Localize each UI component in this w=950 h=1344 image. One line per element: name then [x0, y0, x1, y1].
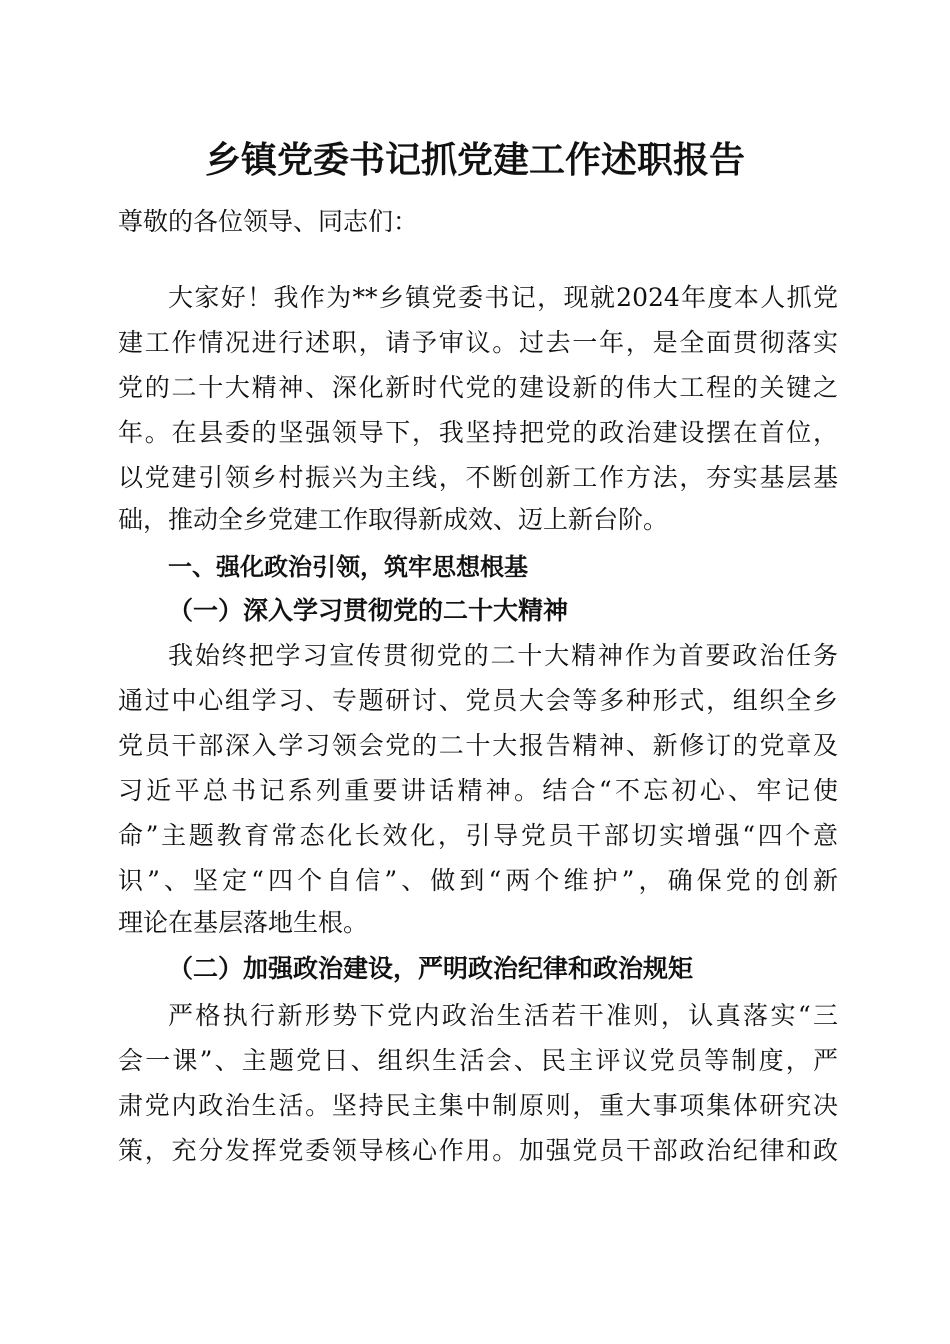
intro-line: 础，推动全乡党建工作取得新成效、迈上新台阶。: [118, 505, 669, 534]
body-line: 理论在基层落地生根。: [118, 908, 369, 937]
intro-line: 年。在县委的坚强领导下，我坚持把党的政治建设摆在首位，: [118, 418, 838, 447]
intro-line: 大家好！我作为**乡镇党委书记，现就2024年度本人抓党: [168, 283, 838, 312]
document-title: 乡镇党委书记抓党建工作述职报告: [204, 139, 745, 181]
body-line: 命”主题教育常态化长效化，引导党员干部切实增强“四个意: [118, 821, 838, 850]
salutation: 尊敬的各位领导、同志们：: [118, 207, 419, 236]
subsection-heading: （二）加强政治建设，严明政治纪律和政治规矩: [168, 954, 694, 983]
subsection-heading: （一）深入学习贯彻党的二十大精神: [168, 596, 569, 625]
intro-line: 党的二十大精神、深化新时代党的建设新的伟大工程的关键之: [118, 373, 838, 402]
body-line: 通过中心组学习、专题研讨、党员大会等多种形式，组织全乡: [118, 686, 838, 715]
body-line: 会一课”、主题党日、组织生活会、民主评议党员等制度，严: [118, 1046, 838, 1075]
body-line: 党员干部深入学习领会党的二十大报告精神、新修订的党章及: [118, 731, 838, 760]
body-line: 严格执行新形势下党内政治生活若干准则，认真落实“三: [168, 1001, 838, 1030]
body-line: 我始终把学习宣传贯彻党的二十大精神作为首要政治任务: [168, 641, 838, 670]
section-heading: 一、强化政治引领，筑牢思想根基: [168, 553, 528, 581]
body-line: 识”、坚定“四个自信”、做到“两个维护”，确保党的创新: [118, 866, 838, 895]
body-line: 肃党内政治生活。坚持民主集中制原则，重大事项集体研究决: [118, 1091, 838, 1120]
body-line: 习近平总书记系列重要讲话精神。结合“不忘初心、牢记使: [118, 776, 838, 805]
intro-line: 建工作情况进行述职，请予审议。过去一年，是全面贯彻落实: [118, 328, 838, 357]
intro-line: 以党建引领乡村振兴为主线，不断创新工作方法，夯实基层基: [118, 463, 838, 492]
body-line: 策，充分发挥党委领导核心作用。加强党员干部政治纪律和政: [118, 1136, 838, 1165]
